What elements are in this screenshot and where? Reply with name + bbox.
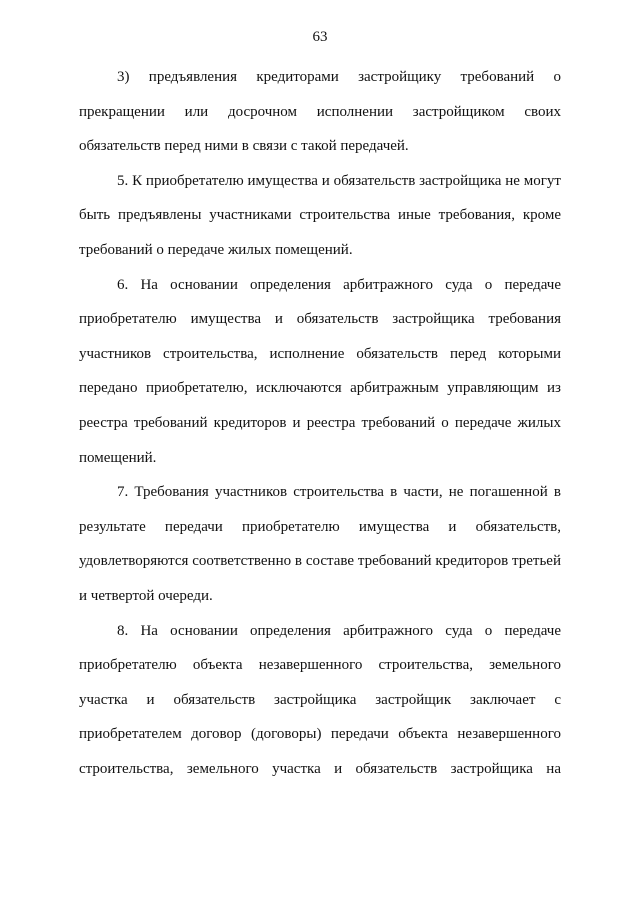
text-line: участников строительства, исполнение обязательств перед которыми <box>79 345 561 362</box>
page-number: 63 <box>312 29 328 45</box>
text-line: реестра требований кредиторов и реестра требований о передаче жилых <box>79 414 561 431</box>
text-line: передано приобретателю, исключаются арбитражным управляющим из <box>79 380 561 397</box>
text-line: приобретателю объекта незавершенного строительства, земельного <box>79 657 561 674</box>
paragraph-8 <box>79 614 561 787</box>
text-line: строительства, земельного участка и обязательств застройщика на <box>79 760 561 777</box>
text-line: 3) предъявления кредиторами застройщику требований о <box>117 69 561 85</box>
document-body <box>79 60 561 786</box>
text-line: участка и обязательств застройщика застройщик заключает с <box>79 691 561 708</box>
paragraph-6 <box>79 268 561 476</box>
text-line: 6. На основании определения арбитражного суда о передаче <box>117 276 561 293</box>
paragraph-7 <box>79 475 561 613</box>
text-line: удовлетворяются соответственно в составе требований кредиторов третьей <box>79 553 561 570</box>
text-line: быть предъявлены участниками строительства иные требования, кроме <box>79 207 561 224</box>
text-line: приобретателю имущества и обязательств застройщика требования <box>79 311 561 328</box>
text-line: 7. Требования участников строительства в части, не погашенной в <box>117 484 561 501</box>
text-line: требований о передаче жилых помещений. <box>79 241 353 258</box>
text-line: результате передачи приобретателю имущества и обязательств, <box>79 518 561 535</box>
paragraph-item-3 <box>79 60 561 164</box>
paragraph-5 <box>79 164 561 268</box>
text-line: прекращении или досрочном исполнении застройщиком своих <box>79 103 561 120</box>
text-line: обязательств перед ними в связи с такой передачей. <box>79 138 409 155</box>
text-line: 8. На основании определения арбитражного суда о передаче <box>117 622 561 639</box>
text-line: помещений. <box>79 449 157 466</box>
text-line: приобретателем договор (договоры) передачи объекта незавершенного <box>79 726 561 743</box>
text-line: 5. К приобретателю имущества и обязательств застройщика не могут <box>117 172 561 189</box>
text-line: и четвертой очереди. <box>79 587 213 604</box>
